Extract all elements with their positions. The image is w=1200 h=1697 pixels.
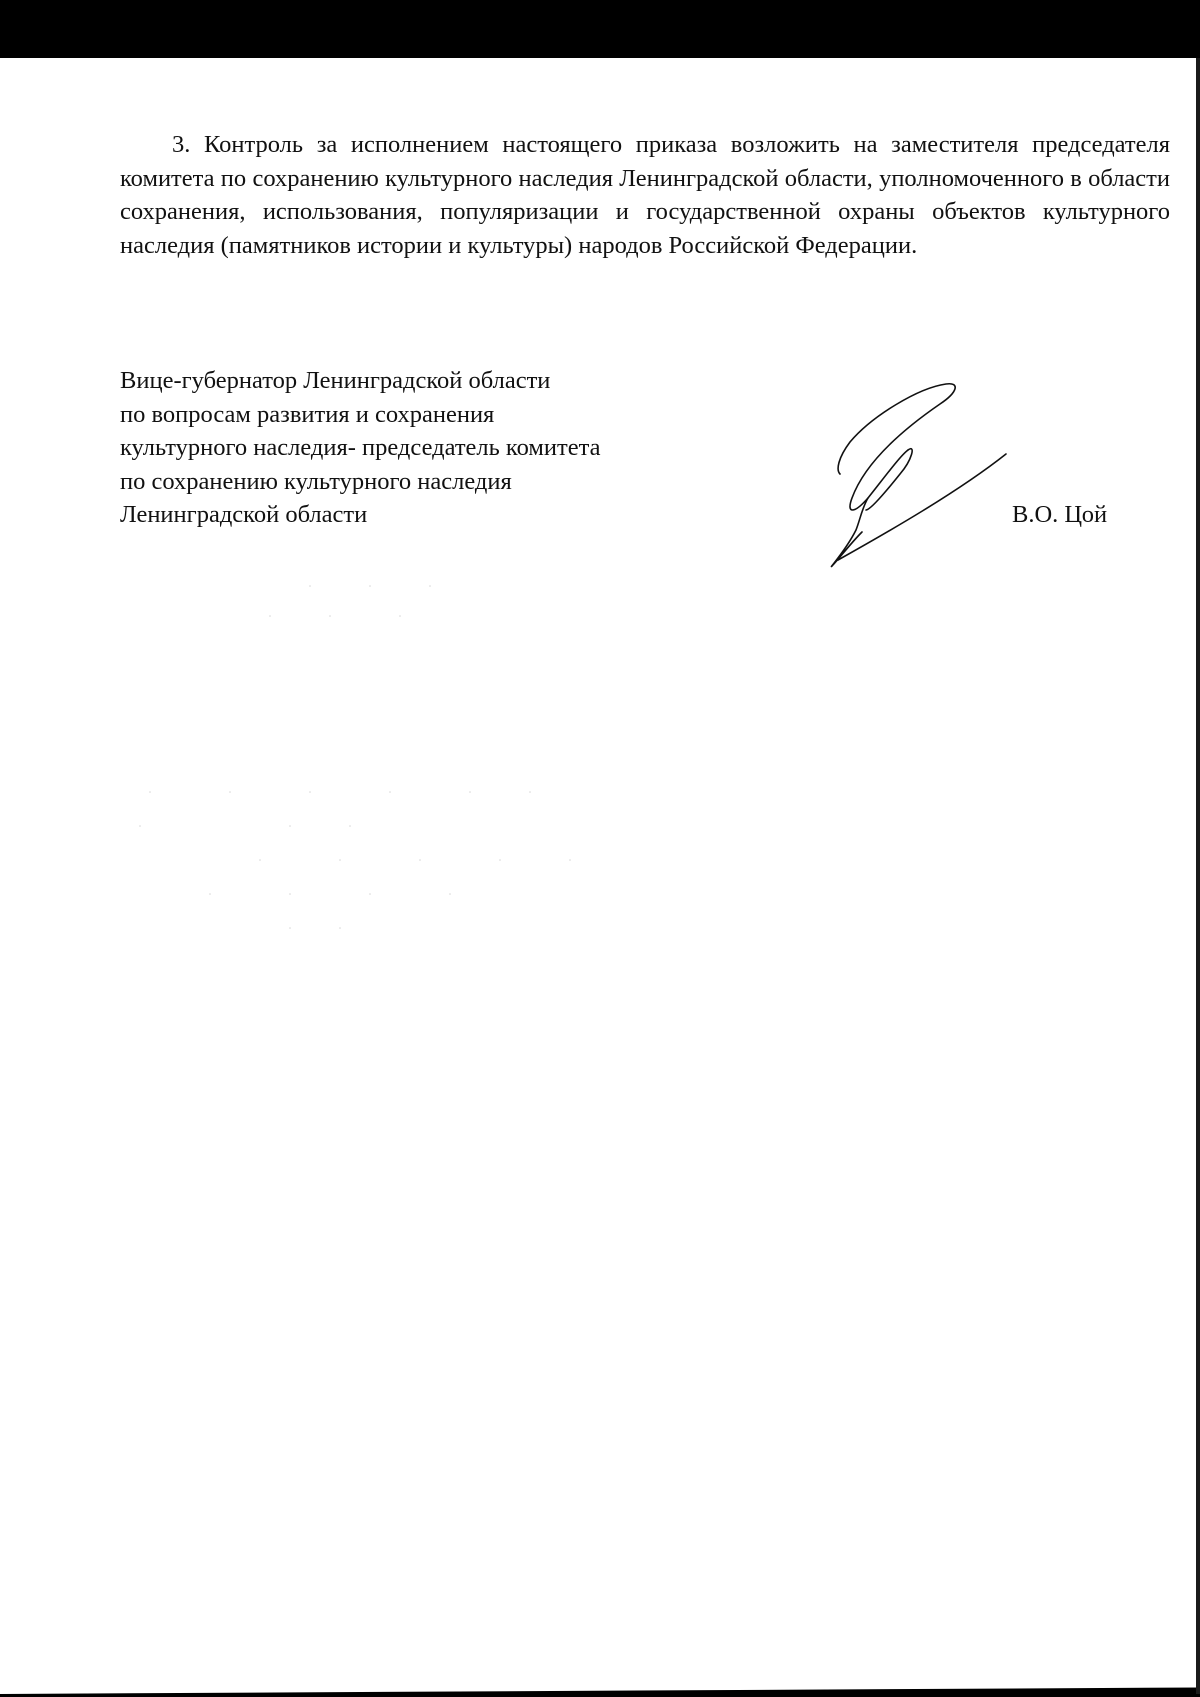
signer-title-line: по вопросам развития и сохранения [120,400,495,428]
page-edge [1196,58,1200,1694]
scan-noise [110,580,610,940]
signer-title-line: Вице-губернатор Ленинградской области [120,367,551,394]
signer-title-line: по сохранению культурного наследия [120,467,512,495]
paragraph-3: 3. Контроль за исполнением настоящего приказа возложить на заместителя председателя комитета по сохранению культурного наследия Ленинградской области, уполномоченного в области сохранения, использования, популяризации и государственной охраны объектов культурного наследия (памятников истории и культуры) народов Российской Федерации. [120,131,1170,259]
signer-title-line: культурного наследия- председатель комитета [120,434,601,462]
signer-title-line: Ленинградской области [120,501,368,529]
signer-block [120,364,680,532]
signer-name: В.О. Цой [1012,501,1108,528]
handwritten-signature [828,380,1042,576]
